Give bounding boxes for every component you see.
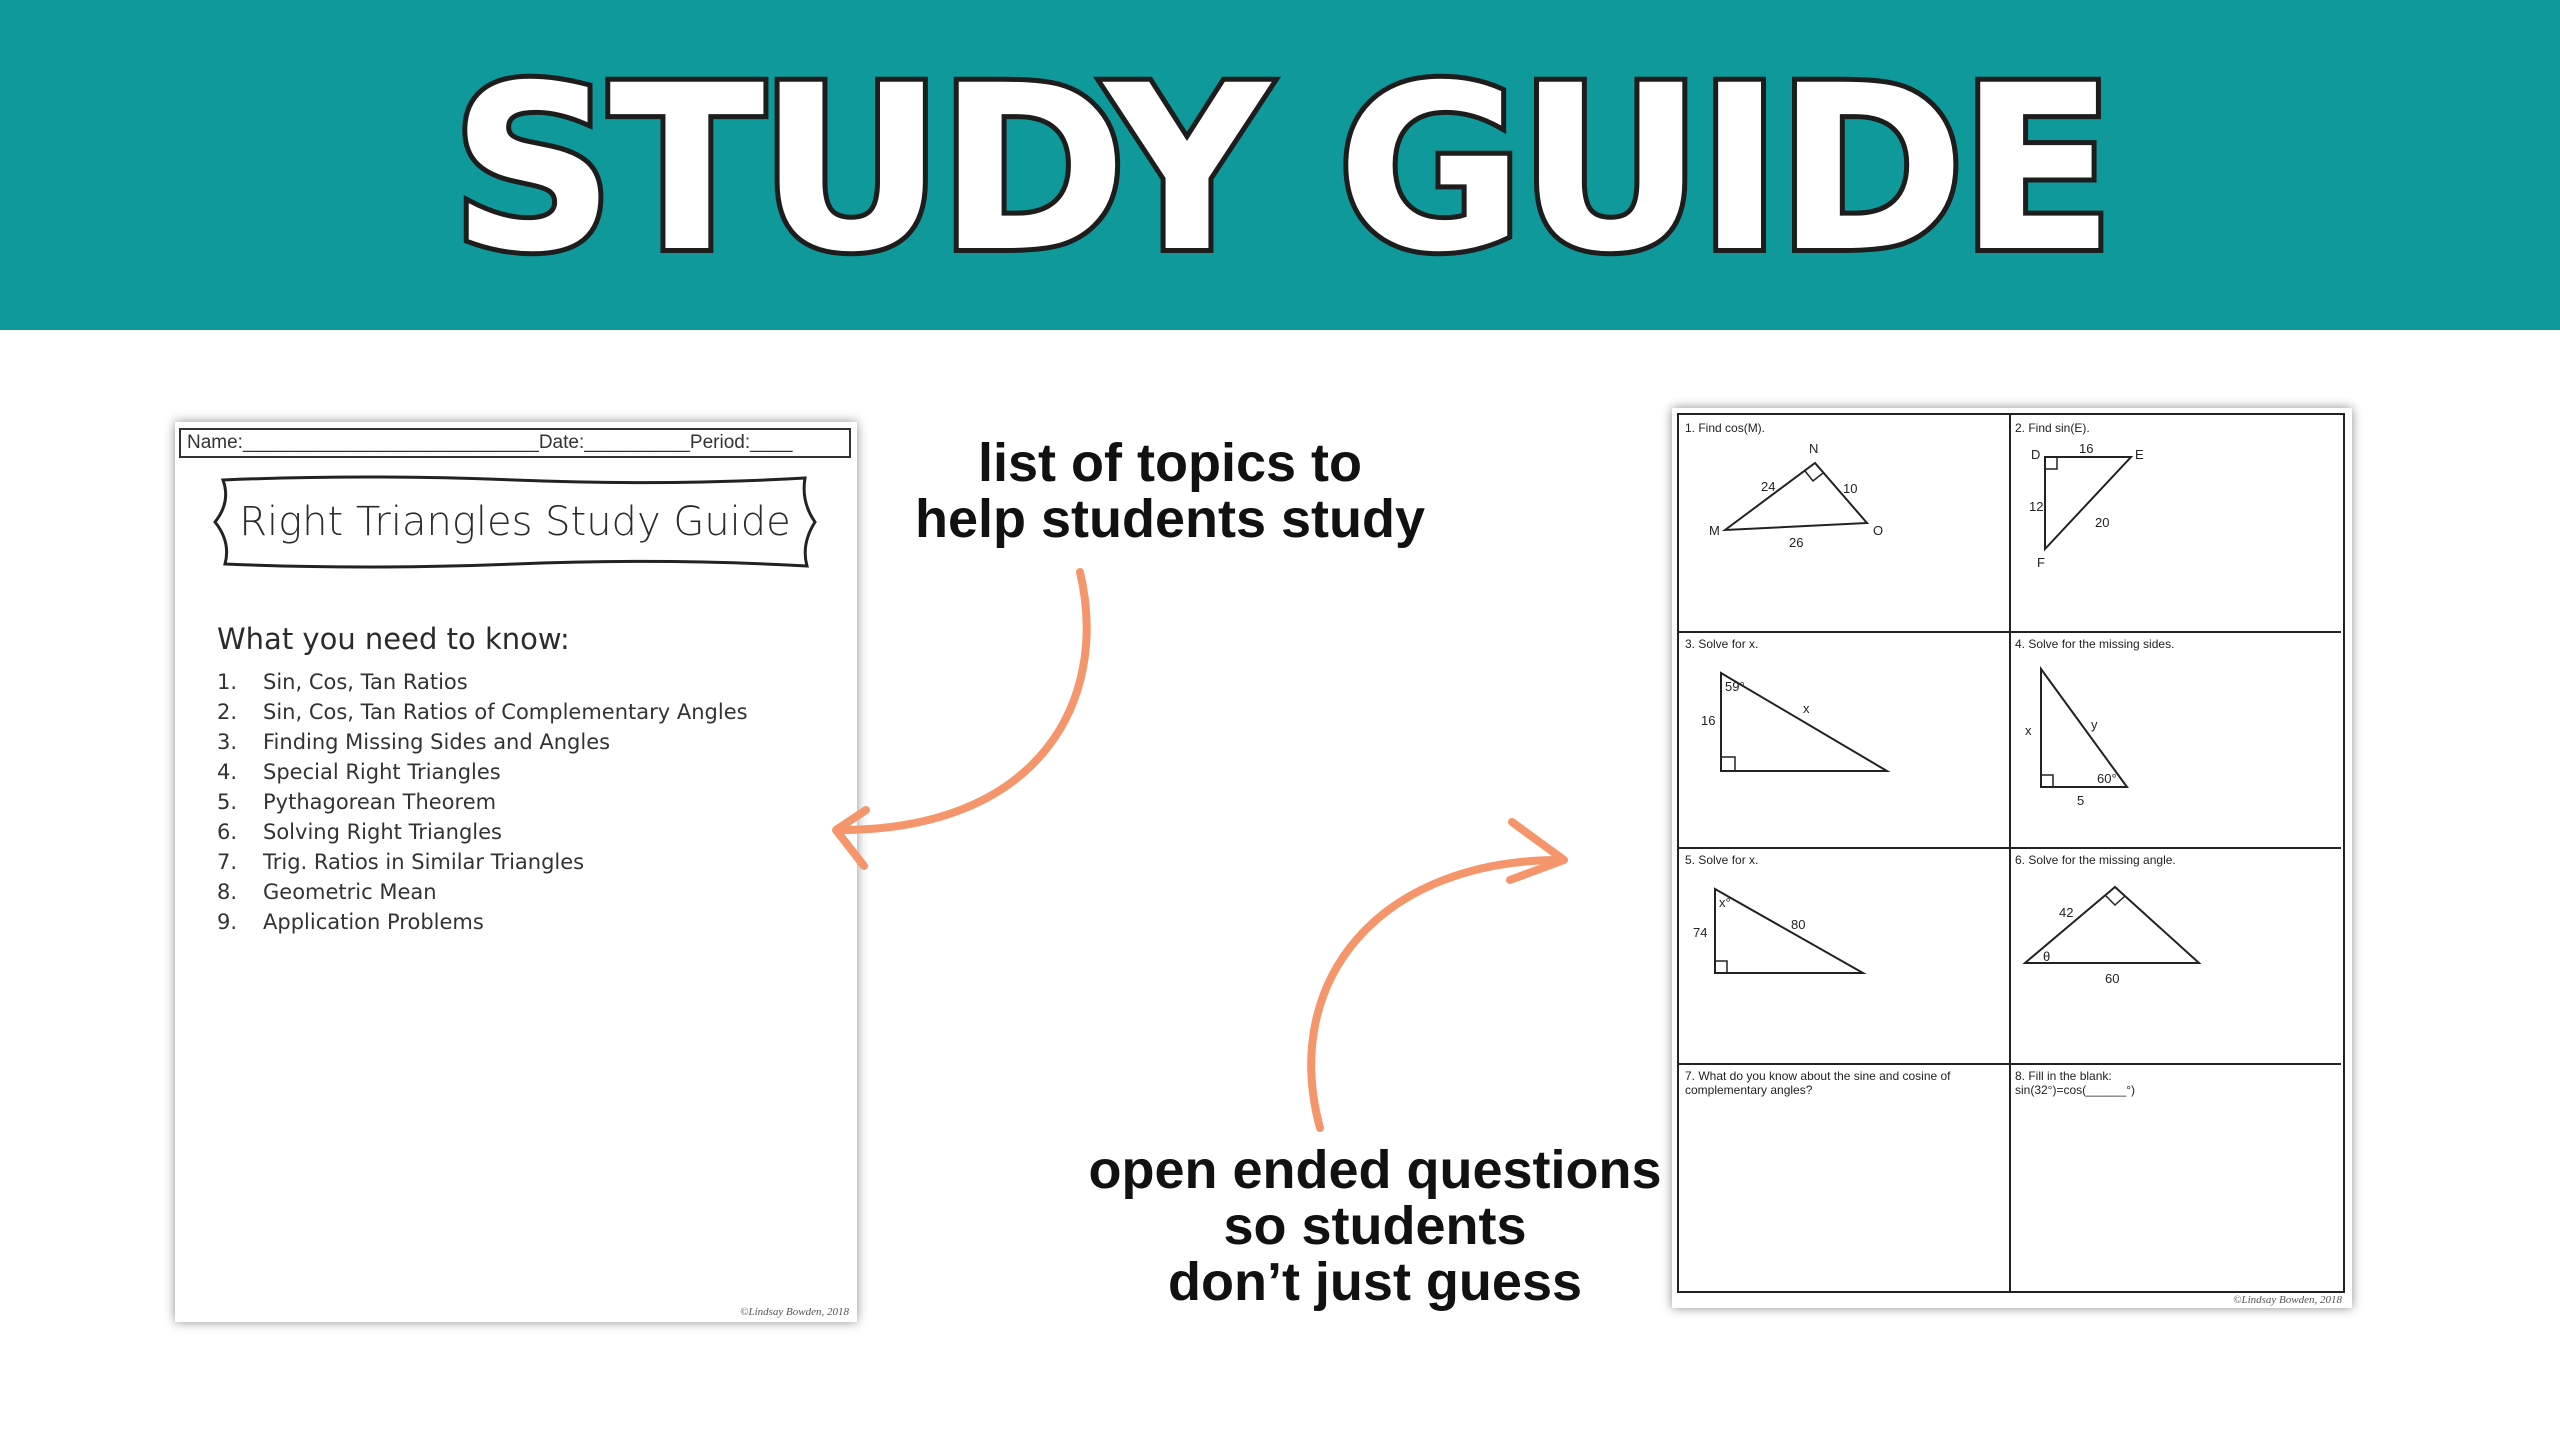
question-label: 6. Solve for the missing angle. (2015, 853, 2176, 867)
svg-text:60°: 60° (2097, 771, 2117, 786)
left-curved-arrow-icon (836, 572, 1087, 866)
svg-text:60: 60 (2105, 971, 2120, 986)
question-label: 2. Find sin(E). (2015, 421, 2090, 435)
svg-text:E: E (2135, 447, 2144, 462)
topic-item: 7. Trig. Ratios in Similar Triangles (217, 850, 585, 874)
questions-annotation: open ended questions so students don’t just guess (1088, 1140, 1662, 1312)
svg-text:F: F (2037, 555, 2045, 570)
svg-text:20: 20 (2095, 515, 2110, 530)
svg-text:N: N (1809, 441, 1819, 456)
question-label: 8. Fill in the blank: (2015, 1069, 2112, 1083)
topic-item: 5. Pythagorean Theorem (217, 790, 497, 814)
svg-text:x: x (1803, 701, 1810, 716)
svg-text:x°: x° (1719, 895, 1731, 910)
right-curved-arrow-icon (1311, 822, 1564, 1128)
svg-text:y: y (2091, 717, 2098, 732)
copyright-footer: ©Lindsay Bowden, 2018 (740, 1306, 849, 1318)
svg-text:D: D (2031, 447, 2041, 462)
svg-text:16: 16 (1701, 713, 1716, 728)
question-label-line2: sin(32°)=cos(______°) (2015, 1083, 2135, 1097)
question-label: 4. Solve for the missing sides. (2015, 637, 2175, 651)
svg-text:24: 24 (1761, 479, 1776, 494)
copyright-footer: ©Lindsay Bowden, 2018 (2233, 1294, 2342, 1306)
banner-title: STUDY GUIDE (450, 36, 2110, 302)
topics-heading: What you need to know: (217, 622, 570, 656)
question-label: 3. Solve for x. (1685, 637, 1759, 651)
svg-text:x: x (2025, 723, 2032, 738)
topic-item: 8. Geometric Mean (217, 880, 437, 904)
svg-text:5: 5 (2077, 793, 2085, 808)
svg-text:12: 12 (2029, 499, 2044, 514)
svg-text:74: 74 (1693, 925, 1708, 940)
svg-text:θ: θ (2043, 949, 2051, 964)
svg-text:26: 26 (1789, 535, 1804, 550)
svg-text:M: M (1709, 523, 1720, 538)
topic-item: 6. Solving Right Triangles (217, 820, 502, 844)
name-date-period-header: Name:____________________________Date:__________Period:____ (179, 428, 851, 458)
question-label: 7. What do you know about the sine and cosine of (1685, 1069, 1951, 1083)
topic-item: 4. Special Right Triangles (217, 760, 501, 784)
svg-text:O: O (1873, 523, 1884, 538)
question-label-line2: complementary angles? (1685, 1083, 1813, 1097)
svg-text:16: 16 (2079, 441, 2094, 456)
question-label: 5. Solve for x. (1685, 853, 1759, 867)
svg-text:10: 10 (1843, 481, 1858, 496)
topic-item: 1. Sin, Cos, Tan Ratios (217, 670, 468, 694)
topic-item: 9. Application Problems (217, 910, 484, 934)
topics-annotation: list of topics to help students study (914, 433, 1426, 549)
worksheet-title: Right Triangles Study Guide (239, 499, 791, 545)
svg-text:59°: 59° (1725, 679, 1745, 694)
svg-text:42: 42 (2059, 905, 2074, 920)
question-label: 1. Find cos(M). (1685, 421, 1766, 435)
topic-item: 2. Sin, Cos, Tan Ratios of Complementary Angles (217, 700, 748, 724)
topic-item: 3. Finding Missing Sides and Angles (217, 730, 611, 754)
svg-text:80: 80 (1791, 917, 1806, 932)
